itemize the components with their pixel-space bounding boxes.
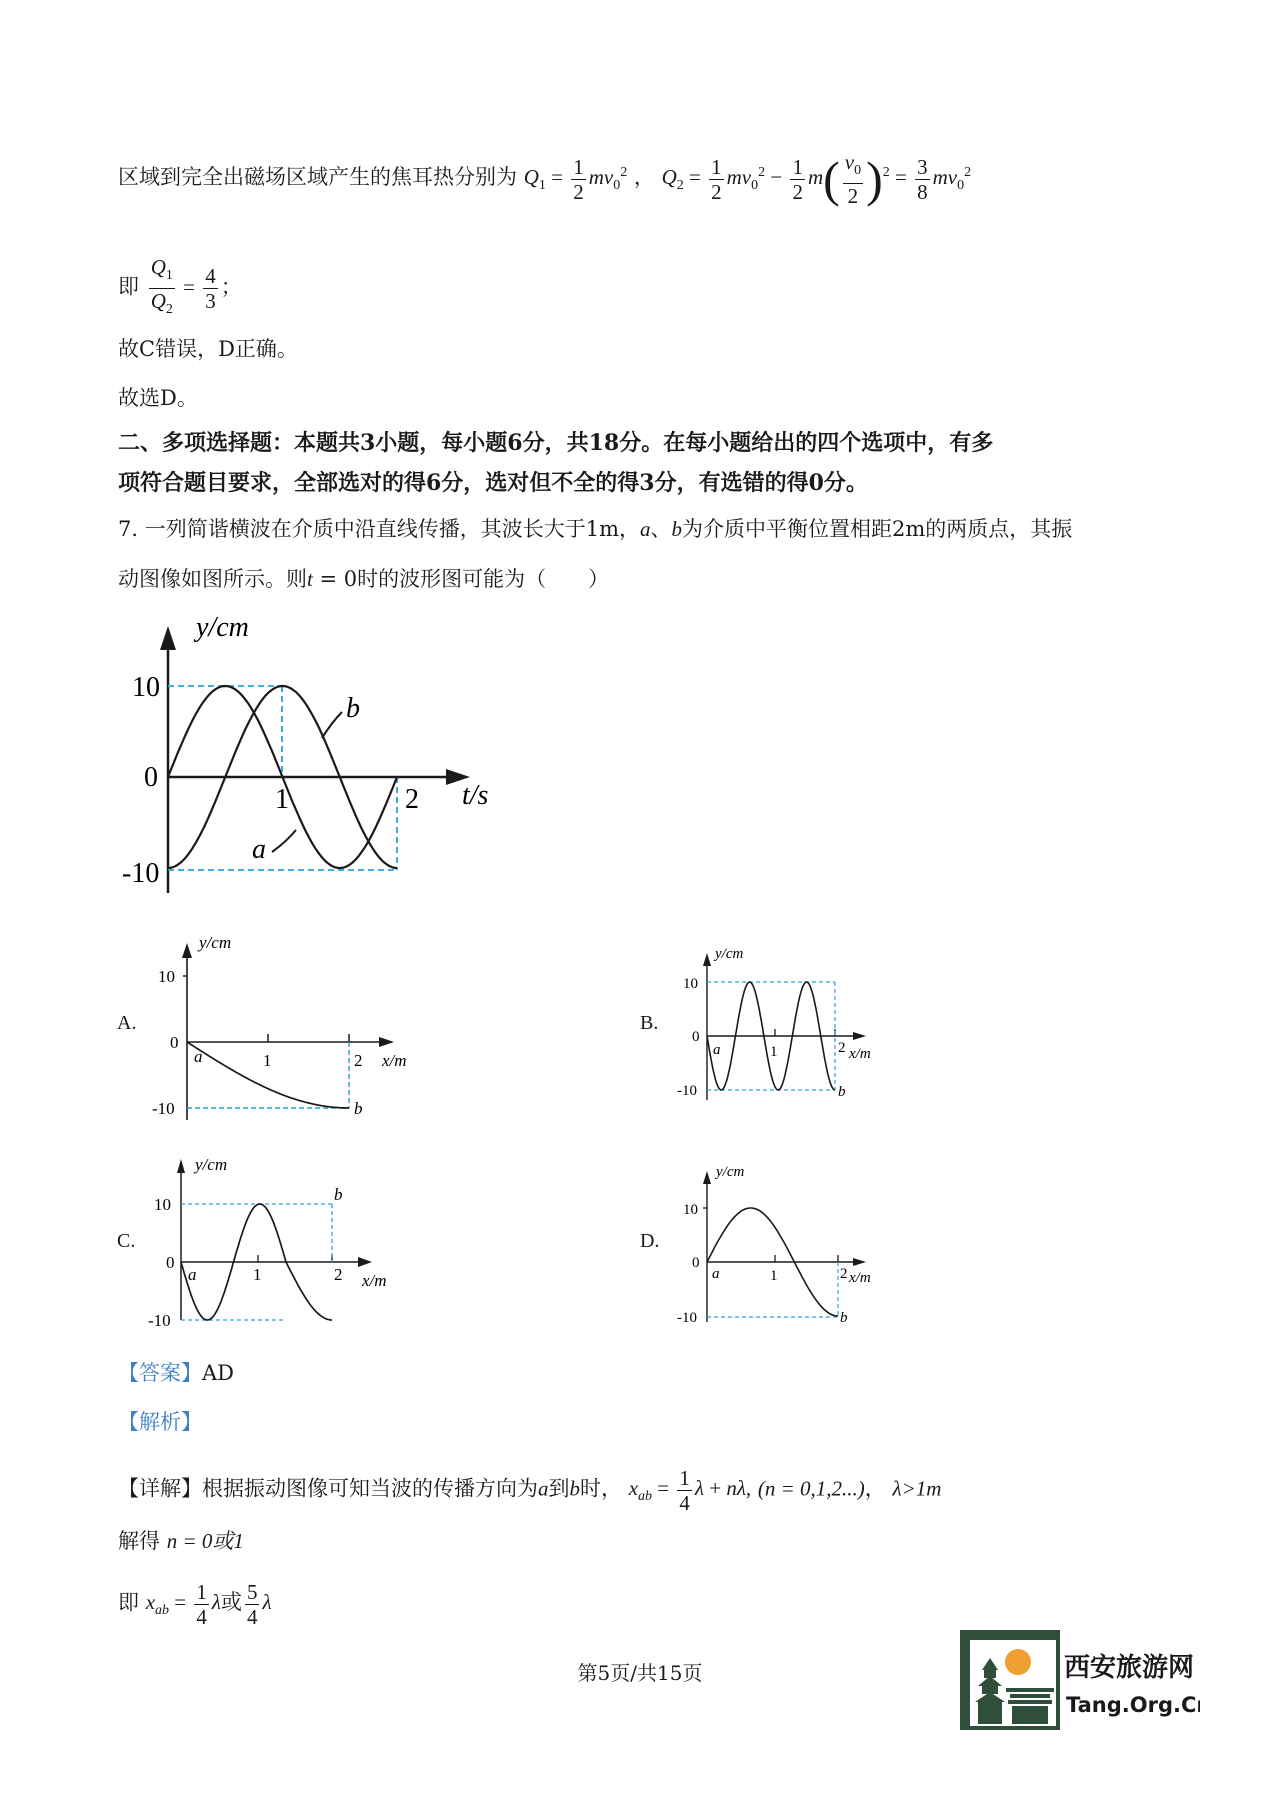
option-c-ylabel: y/cm: [195, 1155, 228, 1174]
option-c-pb: b: [334, 1185, 343, 1204]
xab-formula: $x_{ab}$ = $\frac{1}{4}$ λ + nλ,: [628, 1466, 752, 1515]
ratio-formula: $\frac{Q_1}{Q_2}$ = $\frac{4}{3}$ ；: [150, 255, 242, 318]
ratio-prefix: 即: [118, 274, 139, 299]
option-b-pa: a: [713, 1042, 721, 1058]
option-d-ylabel: y/cm: [716, 1164, 745, 1180]
option-b-x1: 1: [770, 1044, 778, 1060]
analysis-tag: 【解析】: [118, 1410, 202, 1434]
main-ytick-10: 10: [132, 672, 160, 703]
q1-formula: $Q_1$ = $\frac{1}{2}$ $mv_0^2$: [523, 154, 628, 204]
watermark-logo: [960, 1630, 1200, 1730]
option-c-x1: 1: [253, 1265, 262, 1284]
option-b-ylabel: y/cm: [715, 946, 744, 962]
option-d-t10: 10: [683, 1202, 698, 1218]
option-d-t0: 0: [692, 1255, 700, 1271]
option-b-graph: [670, 940, 900, 1110]
detail-b: b: [569, 1476, 580, 1501]
result-line: [118, 1580, 272, 1629]
vibration-graph: [110, 610, 510, 900]
main-ytick-neg10: -10: [122, 858, 160, 889]
option-a-t0: 0: [170, 1033, 179, 1052]
option-d-x2: 2: [840, 1266, 848, 1282]
q7-text-d: 的两质点，其振: [925, 517, 1073, 541]
solve-n: n = 0或1: [166, 1529, 244, 1553]
q7-comma: ，: [619, 517, 640, 541]
option-a-x1: 1: [263, 1051, 272, 1070]
q7-point-a: a: [640, 517, 651, 541]
detail-text: 根据振动图像可知当波的传播方向为: [202, 1476, 538, 1501]
choice-conclusion: 故选D。: [118, 386, 198, 410]
main-xtick-2: 2: [405, 784, 419, 815]
option-c-graph: [145, 1150, 405, 1330]
detail-tag: 【详解】: [118, 1476, 202, 1501]
option-d-x1: 1: [770, 1268, 778, 1284]
option-c-xlabel: x/m: [362, 1271, 387, 1290]
option-a-x2: 2: [354, 1051, 363, 1070]
option-c-t10: 10: [154, 1195, 171, 1214]
option-a-t10: 10: [158, 967, 175, 986]
answer-tag: 【答案】: [118, 1361, 202, 1385]
option-b-tm10: -10: [677, 1083, 697, 1099]
q2-formula: $Q_2$ = $\frac{1}{2}$ $mv_0^2$ − $\frac{1}{2}$ m( $\frac{v_0}{2}$ )$^2$ = $\frac{3}{8}$ $mv_0^2$: [661, 150, 972, 209]
option-a-ylabel: y/cm: [199, 933, 232, 952]
option-b-t0: 0: [692, 1029, 700, 1045]
option-d-tm10: -10: [677, 1310, 697, 1326]
main-xlabel: t/s: [462, 780, 489, 811]
detail-to: 到: [548, 1476, 570, 1501]
pagoda-icon: [960, 1630, 1200, 1730]
section2-heading-2: 项符合题目要求，全部选对的得6分，选对但不全的得3分，有选错的得0分。: [118, 470, 868, 496]
option-a-pa: a: [194, 1047, 203, 1066]
main-ytick-0: 0: [144, 762, 158, 793]
option-b-letter: B.: [640, 1012, 659, 1034]
analysis-line: [118, 1407, 202, 1437]
answer-line: [118, 1358, 234, 1388]
option-d-pa: a: [712, 1266, 720, 1282]
result-prefix: 即: [118, 1590, 139, 1615]
option-a-letter: A.: [117, 1012, 137, 1034]
q7-text-c: 为介质中平衡位置相距: [682, 517, 892, 541]
y-axis-arrow: [160, 626, 176, 650]
n-range: (n = 0,1,2...): [757, 1476, 865, 1501]
option-c-letter: C.: [117, 1230, 136, 1252]
q7-sep: 、: [650, 517, 672, 541]
question7-line2: [118, 564, 609, 594]
option-c-t0: 0: [166, 1253, 175, 1272]
question7-line1: [118, 514, 1072, 544]
option-a-tm10: -10: [152, 1099, 175, 1118]
option-d-pb: b: [840, 1310, 848, 1326]
q7-text-a: 7. 一列简谐横波在介质中沿直线传播，其波长大于: [118, 517, 586, 541]
option-c-pa: a: [188, 1265, 197, 1284]
option-b-xlabel: x/m: [849, 1046, 871, 1062]
main-label-b: b: [346, 693, 360, 724]
watermark-cn: 西安旅游网: [1064, 1653, 1195, 1683]
option-c-tm10: -10: [148, 1311, 171, 1330]
q7-text-2b: 时的波形图可能为（ ）: [357, 567, 610, 591]
detail-when: 时，: [580, 1476, 622, 1501]
option-b-t10: 10: [683, 976, 698, 992]
lambda-cond: λ>1m: [892, 1476, 942, 1501]
option-a-xlabel: x/m: [382, 1051, 407, 1070]
q7-text-2a: 动图像如图所示。则: [118, 567, 307, 591]
q7-wavelength: 1m: [585, 517, 619, 541]
option-c-x2: 2: [334, 1265, 343, 1284]
main-xtick-1: 1: [275, 784, 289, 815]
q7-eq: = 0: [312, 567, 358, 591]
q7-distance: 2m: [892, 517, 926, 541]
answer-value: AD: [202, 1361, 235, 1385]
ratio-line: [118, 255, 242, 322]
option-a-pb: b: [354, 1099, 363, 1118]
result-formula: $x_{ab}$ = $\frac{1}{4}$ λ或 $\frac{5}{4}$ λ: [145, 1580, 272, 1629]
solve-prefix: 解得: [118, 1529, 160, 1553]
watermark-url: Tang.Org.Cn: [1066, 1693, 1200, 1717]
q7-point-b: b: [671, 517, 682, 541]
result-or: 或: [220, 1590, 242, 1615]
option-d-graph: [670, 1155, 900, 1330]
page-number: 第5页/共15页: [577, 1661, 703, 1685]
joule-heat-text: 区域到完全出磁场区域产生的焦耳热分别为: [118, 164, 517, 189]
cd-conclusion: 故C错误，D正确。: [118, 337, 298, 361]
detail-a: a: [538, 1476, 549, 1501]
option-d-xlabel: x/m: [849, 1270, 871, 1286]
option-b-x2: 2: [838, 1040, 846, 1056]
joule-heat-line: 区域到完全出磁场区域产生的焦耳热分别为 $Q_1$ = $\frac{1}{2}$ $mv_0^2$ ， $Q_2$ = $\frac{1}{2}$ $mv_0^2$ − $\frac{1}{2}$ m( $\frac{v_0}{2}$ )$^2$ = $\frac{3}{8}$ $mv_0^2$: [118, 150, 972, 209]
option-a-graph: [150, 920, 430, 1120]
main-ylabel: y/cm: [196, 612, 249, 643]
option-b-pb: b: [838, 1084, 846, 1100]
solve-line: [118, 1526, 244, 1556]
detail-line: 【详解】根据振动图像可知当波的传播方向为a到b时， $x_{ab}$ = $\frac{1}{4}$ λ + nλ, (n = 0,1,2...)， λ>1m: [118, 1466, 942, 1515]
option-d-letter: D.: [640, 1230, 660, 1252]
section2-heading-1: 二、多项选择题：本题共3小题，每小题6分，共18分。在每小题给出的四个选项中，有多: [118, 430, 994, 456]
main-label-a: a: [252, 834, 266, 865]
q7-t: t: [307, 567, 313, 591]
